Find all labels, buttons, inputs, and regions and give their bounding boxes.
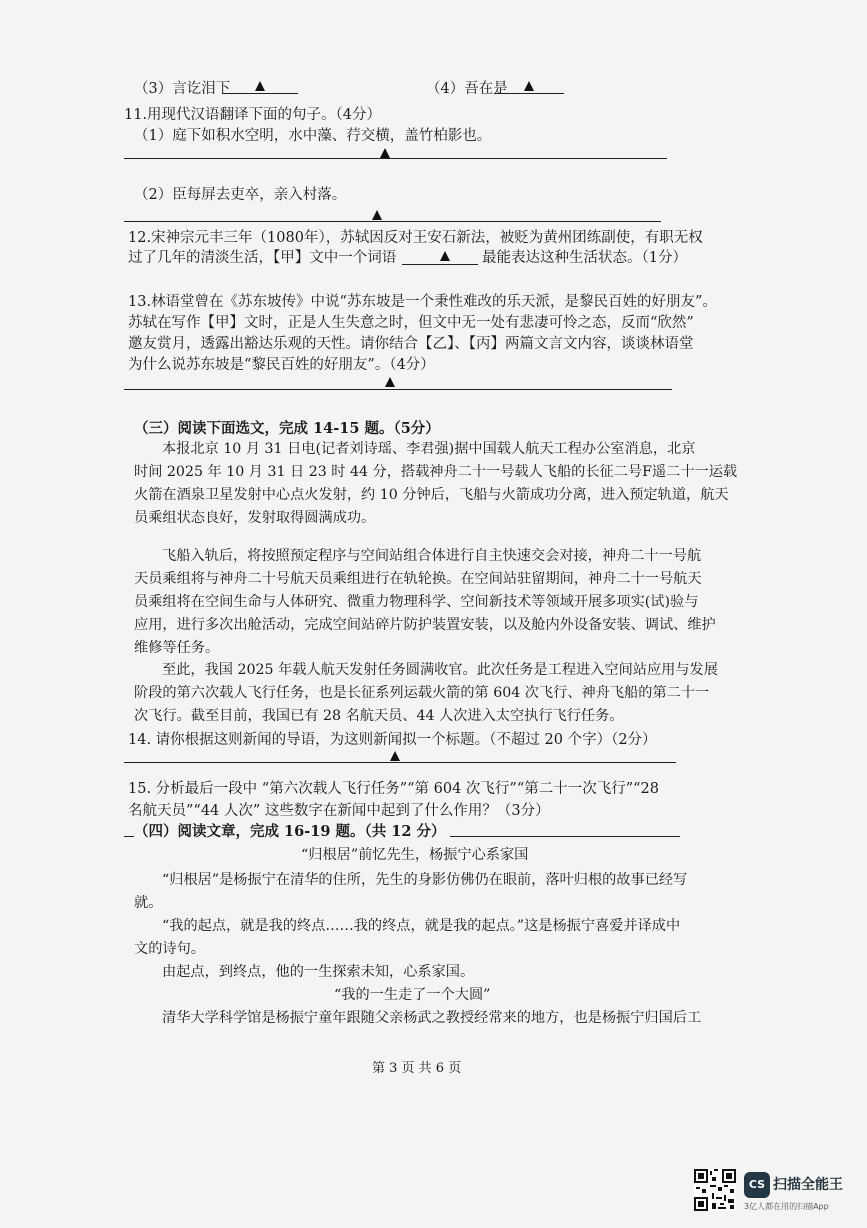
q13-line-4: 为什么说苏东坡是“黎民百姓的好朋友”。（4分） <box>128 357 435 373</box>
q12-line-2a: 过了几年的清淡生活，【甲】文中一个词语 <box>128 250 397 266</box>
answer-line <box>124 389 672 390</box>
q12-line-1: 12.宋神宗元丰三年（1080年），苏轼因反对王安石新法，被贬为黄州团练副使，有职无权 <box>128 230 703 246</box>
article-p4: 清华大学科学馆是杨振宁童年跟随父亲杨武之教授经常来的地方，也是杨振宁归国后工 <box>162 1010 702 1026</box>
news-p3-line: 次飞行。截至目前，我国已有 28 名航天员、44 人次进入太空执行飞行任务。 <box>134 708 624 724</box>
section-4-heading: （四）阅读文章，完成 16-19 题。（共 12 分） <box>134 823 450 841</box>
q15-line-2: 名航天员”“44 人次” 这些数字在新闻中起到了什么作用？（3分） <box>128 803 550 819</box>
article-p1-line: “归根居”是杨振宁在清华的住所，先生的身影仿佛仍在眼前，落叶归根的故事已经写 <box>162 872 688 888</box>
news-p3-line: 至此，我国 2025 年载人航天发射任务圆满收官。此次任务是工程进入空间站应用与发展 <box>162 662 718 678</box>
answer-line <box>124 158 667 159</box>
q10-item-3: （3）言讫泪下 <box>134 81 231 97</box>
triangle-icon <box>385 377 395 387</box>
triangle-icon <box>380 148 390 158</box>
q13-line-1: 13.林语堂曾在《苏东坡传》中说“苏东坡是一个秉性难改的乐天派，是黎民百姓的好朋友”。 <box>128 294 717 310</box>
news-p3-line: 阶段的第六次载人飞行任务，也是长征系列运载火箭的第 604 次飞行、神舟飞船的第二十一 <box>134 685 710 701</box>
q13-line-2: 苏轼在写作【甲】文时，正是人生失意之时，但文中无一处有悲凄可怜之态，反而“欣然” <box>128 315 694 331</box>
article-p1-line: 就。 <box>134 895 163 911</box>
camscanner-name: 扫描全能王 <box>773 1177 843 1193</box>
camscanner-slogan: 3亿人都在用的扫描App <box>744 1202 829 1211</box>
news-p2-line: 员乘组将在空间生命与人体研究、微重力物理科学、空间新技术等领域开展多项实(试)验与 <box>134 594 699 610</box>
article-p2-line: 文的诗句。 <box>134 941 205 957</box>
news-p2-line: 维修等任务。 <box>134 640 220 656</box>
qr-code-icon <box>694 1169 736 1211</box>
q15-line-1: 15. 分析最后一段中 “第六次载人飞行任务”“第 604 次飞行”“第二十一次飞行”“28 <box>128 781 660 797</box>
answer-line <box>124 221 661 222</box>
triangle-icon <box>524 81 534 91</box>
q13-line-3: 邀友赏月，透露出豁达乐观的天性。请你结合【乙】、【丙】两篇文言文内容，谈谈林语堂 <box>128 336 694 352</box>
answer-blank <box>402 264 478 265</box>
q11-sentence-2: （2）臣每屏去吏卒，亲入村落。 <box>134 187 347 203</box>
triangle-icon <box>440 251 450 261</box>
triangle-icon <box>372 210 382 220</box>
camscanner-logo: CS <box>744 1172 770 1198</box>
news-p2-line: 飞船入轨后，将按照预定程序与空间站组合体进行自主快速交会对接，神舟二十一号航 <box>162 548 702 564</box>
answer-blank <box>494 93 564 94</box>
q11-sentence-1: （1）庭下如积水空明，水中藻、荇交横，盖竹柏影也。 <box>134 128 492 144</box>
q10-item-4: （4）吾在是 <box>426 81 508 97</box>
answer-line <box>124 762 676 763</box>
q14-prompt: 14. 请你根据这则新闻的导语，为这则新闻拟一个标题。（不超过 20 个字）（2分） <box>128 732 657 748</box>
triangle-icon <box>255 81 265 91</box>
news-p2-line: 应用，进行多次出舱活动，完成空间站碎片防护装置安装，以及舱内外设备安装、调试、维护 <box>134 617 716 633</box>
article-p3: 由起点，到终点，他的一生探索未知，心系家国。 <box>162 964 475 980</box>
article-title: “归根居”前忆先生，杨振宁心系家国 <box>301 847 529 863</box>
answer-blank <box>222 93 298 94</box>
news-p1-line: 火箭在酒泉卫星发射中心点火发射，约 10 分钟后，飞船与火箭成功分离，进入预定轨道，航天 <box>134 487 729 503</box>
article-subtitle: “我的一生走了一个大圆” <box>334 987 491 1003</box>
article-p2-line: “我的起点，就是我的终点……我的终点，就是我的起点。”这是杨振宁喜爱并译成中 <box>162 918 681 934</box>
section-3-heading: （三）阅读下面选文，完成 14-15 题。（5分） <box>134 420 440 437</box>
news-p1-line: 员乘组状态良好，发射取得圆满成功。 <box>134 510 376 526</box>
q11-prompt: 11.用现代汉语翻译下面的句子。（4分） <box>124 107 382 123</box>
q12-line-2b: 最能表达这种生活状态。（1分） <box>482 250 687 266</box>
news-p1-line: 本报北京 10 月 31 日电(记者刘诗瑶、李君强)据中国载人航天工程办公室消息，北京 <box>162 441 696 457</box>
triangle-icon <box>390 751 400 761</box>
page-number: 第 3 页 共 6 页 <box>372 1061 462 1076</box>
news-p2-line: 天员乘组将与神舟二十号航天员乘组进行在轨轮换。在空间站驻留期间，神舟二十一号航天 <box>134 571 702 587</box>
news-p1-line: 时间 2025 年 10 月 31 日 23 时 44 分，搭载神舟二十一号载人飞船的长征二号F遥二十一运载 <box>134 464 738 480</box>
